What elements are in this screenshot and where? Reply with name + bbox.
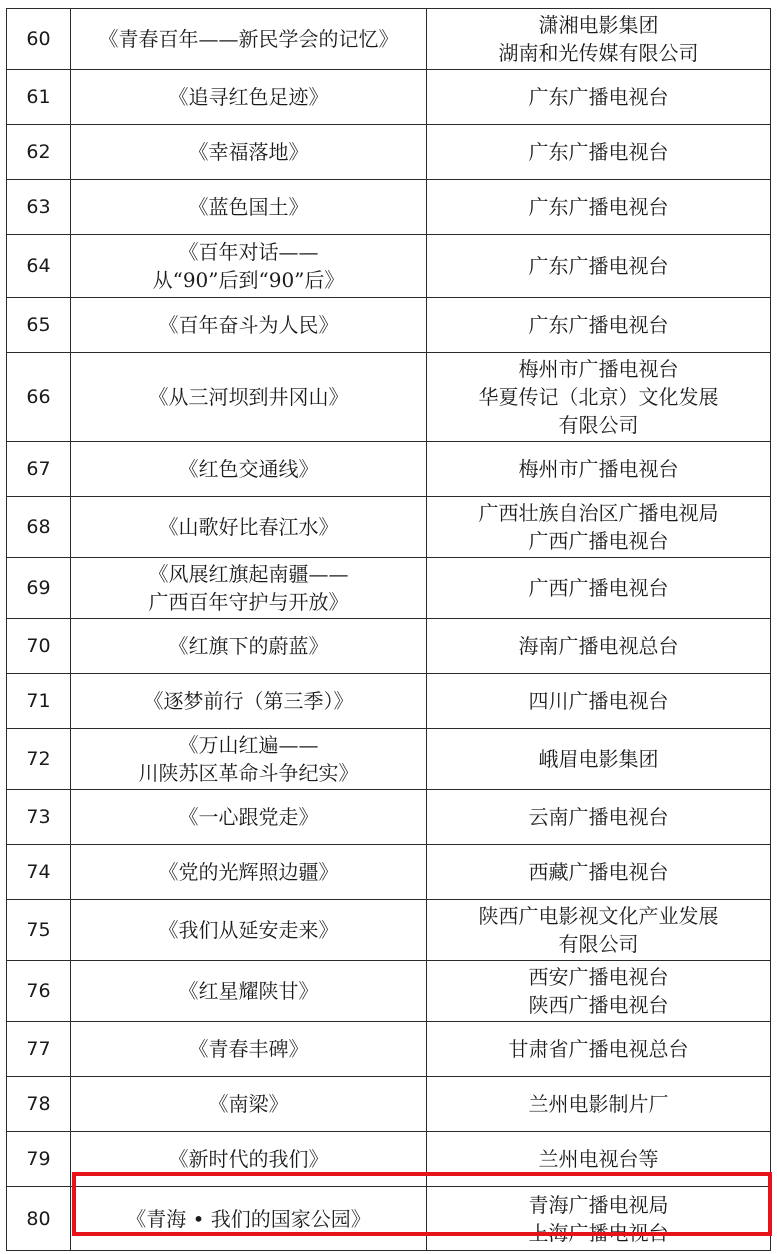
table-row: [7, 674, 771, 729]
producer-line: 陕西广电影视文化产业发展: [478, 904, 719, 928]
program-title-cell: [71, 298, 427, 353]
producer-cell: [427, 180, 771, 235]
row-number: 70: [7, 619, 71, 674]
producer-cell: [427, 790, 771, 845]
program-title-line: 《青海 • 我们的国家公园》: [126, 1206, 371, 1231]
producer-line: 广东广播电视台: [528, 140, 669, 164]
producer-line: 广西壮族自治区广播电视局: [478, 501, 719, 525]
producer-cell: [427, 1077, 771, 1132]
program-title-line: 《南梁》: [208, 1092, 289, 1116]
program-title-line: 《新时代的我们》: [168, 1147, 329, 1171]
producer-line: 四川广播电视台: [528, 689, 669, 713]
program-title-line: 《百年奋斗为人民》: [158, 313, 339, 337]
table-row: [7, 729, 771, 790]
table-row: [7, 961, 771, 1022]
program-title-line: 《红色交通线》: [178, 457, 319, 481]
producer-line: 上海广播电视台: [528, 1220, 669, 1245]
producer-cell: [427, 1022, 771, 1077]
row-number: 76: [7, 961, 71, 1022]
producer-line: 华夏传记（北京）文化发展: [478, 385, 719, 409]
program-title-cell: [71, 558, 427, 619]
table-row: [7, 235, 771, 298]
producer-line: 广西广播电视台: [528, 529, 669, 553]
row-number: 75: [7, 900, 71, 961]
row-number: 80: [7, 1187, 71, 1251]
program-title-line: 《青春百年——新民学会的记忆》: [98, 27, 399, 51]
table-row: [7, 1077, 771, 1132]
program-title-cell: [71, 442, 427, 497]
row-number: 74: [7, 845, 71, 900]
row-number: 79: [7, 1132, 71, 1187]
producer-line: 广东广播电视台: [528, 195, 669, 219]
producer-cell: [427, 235, 771, 298]
row-number: 65: [7, 298, 71, 353]
table-row: [7, 70, 771, 125]
program-title-cell: [71, 729, 427, 790]
producer-line: 兰州电视台等: [538, 1147, 659, 1171]
producer-cell: [427, 558, 771, 619]
row-number: 62: [7, 125, 71, 180]
producer-line: 峨眉电影集团: [538, 747, 659, 771]
producer-line: 海南广播电视总台: [518, 634, 679, 658]
program-title-cell: [71, 1077, 427, 1132]
producer-line: 潇湘电影集团: [538, 13, 659, 37]
row-number: 63: [7, 180, 71, 235]
program-title-line: 《幸福落地》: [188, 140, 309, 164]
row-number: 73: [7, 790, 71, 845]
producer-cell: [427, 298, 771, 353]
table-row: [7, 353, 771, 442]
table-row: [7, 9, 771, 70]
program-title-cell: [71, 1022, 427, 1077]
producer-cell: [427, 674, 771, 729]
program-title-cell: [71, 9, 427, 70]
program-title-cell: [71, 180, 427, 235]
table-row: [7, 845, 771, 900]
producer-line: 广东广播电视台: [528, 313, 669, 337]
producer-cell: [427, 497, 771, 558]
producer-line: 梅州市广播电视台: [518, 357, 679, 381]
program-title-line: 《万山红遍——: [178, 733, 319, 757]
program-title-cell: [71, 353, 427, 442]
program-title-line: 广西百年守护与开放》: [148, 590, 349, 614]
producer-cell: [427, 353, 771, 442]
table-row: [7, 900, 771, 961]
producer-cell: [427, 619, 771, 674]
program-title-cell: [71, 497, 427, 558]
table-row: [7, 558, 771, 619]
producer-cell: [427, 125, 771, 180]
program-title-line: 《我们从延安走来》: [158, 918, 339, 942]
program-title-line: 《青春丰碑》: [188, 1037, 309, 1061]
producer-cell: [427, 961, 771, 1022]
table-row: [7, 790, 771, 845]
row-number: 77: [7, 1022, 71, 1077]
program-title-line: 《风展红旗起南疆——: [148, 562, 349, 586]
producer-cell: [427, 1132, 771, 1187]
producer-cell: [427, 900, 771, 961]
table-row: [7, 1022, 771, 1077]
producer-line: 广东广播电视台: [528, 254, 669, 278]
producer-line: 西藏广播电视台: [528, 860, 669, 884]
producer-line: 广西广播电视台: [528, 576, 669, 600]
program-title-cell: [71, 900, 427, 961]
program-title-line: 《百年对话——: [178, 240, 319, 264]
program-title-line: 《一心跟党走》: [178, 805, 319, 829]
program-title-line: 《追寻红色足迹》: [168, 85, 329, 109]
producer-line: 云南广播电视台: [528, 805, 669, 829]
row-number: 71: [7, 674, 71, 729]
producer-line: 陕西广播电视台: [528, 993, 669, 1017]
producer-cell: [427, 70, 771, 125]
table-row: [7, 497, 771, 558]
program-title-line: 川陕苏区革命斗争纪实》: [138, 761, 359, 785]
table-row: [7, 619, 771, 674]
program-title-cell: [71, 1132, 427, 1187]
row-number: 72: [7, 729, 71, 790]
row-number: 68: [7, 497, 71, 558]
program-title-line: 《红旗下的蔚蓝》: [168, 634, 329, 658]
program-title-cell: [71, 845, 427, 900]
program-title-line: 《红星耀陕甘》: [178, 979, 319, 1003]
producer-line: 青海广播电视局: [528, 1192, 669, 1217]
row-number: 61: [7, 70, 71, 125]
producer-line: 甘肃省广播电视总台: [508, 1037, 689, 1061]
program-title-line: 从“90”后到“90”后》: [152, 268, 345, 292]
program-title-line: 《从三河坝到井冈山》: [148, 385, 349, 409]
row-number: 64: [7, 235, 71, 298]
producer-line: 兰州电影制片厂: [528, 1092, 669, 1116]
program-title-cell: [71, 70, 427, 125]
program-title-cell: [71, 619, 427, 674]
program-title-cell: [71, 1187, 427, 1251]
program-title-line: 《蓝色国土》: [188, 195, 309, 219]
producer-line: 西安广播电视台: [528, 965, 669, 989]
table-body: [7, 9, 771, 1251]
program-title-line: 《党的光辉照边疆》: [158, 860, 339, 884]
producer-cell: [427, 1187, 771, 1251]
table-row: [7, 180, 771, 235]
table-row: [7, 442, 771, 497]
row-number: 67: [7, 442, 71, 497]
producer-cell: [427, 729, 771, 790]
table-row: [7, 298, 771, 353]
program-title-cell: [71, 790, 427, 845]
row-number: 66: [7, 353, 71, 442]
producer-cell: [427, 845, 771, 900]
row-number: 78: [7, 1077, 71, 1132]
producer-line: 有限公司: [558, 413, 639, 437]
row-number: 69: [7, 558, 71, 619]
table-row: [7, 1187, 771, 1251]
program-list-table: [6, 8, 771, 1251]
producer-line: 梅州市广播电视台: [518, 457, 679, 481]
program-title-cell: [71, 674, 427, 729]
producer-cell: [427, 9, 771, 70]
producer-line: 广东广播电视台: [528, 85, 669, 109]
producer-line: 有限公司: [558, 932, 639, 956]
table-row: [7, 125, 771, 180]
producer-cell: [427, 442, 771, 497]
program-title-cell: [71, 125, 427, 180]
program-title-cell: [71, 235, 427, 298]
table-row: [7, 1132, 771, 1187]
producer-line: 湖南和光传媒有限公司: [498, 41, 699, 65]
program-title-line: 《山歌好比春江水》: [158, 515, 339, 539]
row-number: 60: [7, 9, 71, 70]
program-title-cell: [71, 961, 427, 1022]
program-title-line: 《逐梦前行（第三季）》: [143, 689, 354, 713]
